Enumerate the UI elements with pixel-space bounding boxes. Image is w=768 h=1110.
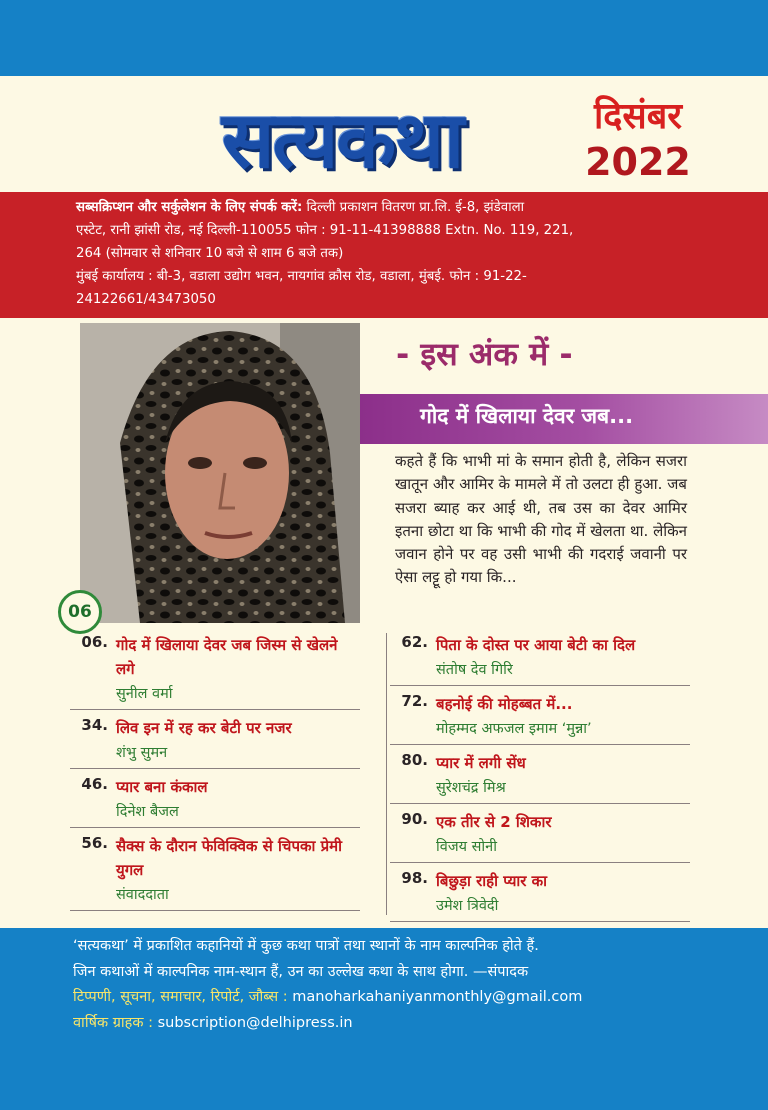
toc-item[interactable] [70, 633, 360, 710]
toc-page-number: 46. [81, 775, 108, 793]
subscription-text: दिल्ली प्रकाशन वितरण प्रा.लि. ई-8, झंडेवाला [302, 200, 525, 215]
feature-page-badge: 06 [58, 590, 102, 634]
in-this-issue-heading: - इस अंक में - [396, 335, 573, 373]
contact-band [0, 192, 768, 318]
disclaimer-line-1: ‘सत्यकथा’ में प्रकाशित कहानियों में कुछ कथा पात्रों तथा स्थानों के नाम काल्पनिक होते हैं. [73, 938, 539, 954]
subscriber-label: वार्षिक ग्राहक : [73, 1014, 153, 1031]
toc-item[interactable] [390, 751, 690, 804]
toc-author: संतोष देव गिरि [436, 662, 513, 678]
contact-line-3: 264 (सोमवार से शनिवार 10 बजे से शाम 6 बजे तक) [76, 246, 344, 261]
top-blue-band [0, 0, 768, 76]
toc-item[interactable] [70, 716, 360, 769]
toc-title: बिछुड़ा राही प्यार का [436, 872, 548, 890]
toc-item[interactable] [70, 775, 360, 828]
toc-author: दिनेश बैजल [116, 804, 179, 820]
toc-page-number: 90. [401, 810, 428, 828]
feedback-email-link[interactable]: manoharkahaniyanmonthly@gmail.com [287, 989, 583, 1005]
feedback-label: टिप्पणी, सूचना, समाचार, रिपोर्ट, जौब्स : [73, 989, 288, 1005]
toc-title: पिता के दोस्त पर आया बेटी का दिल [436, 636, 636, 654]
toc-page-number: 56. [81, 834, 108, 852]
masthead-logo [112, 82, 572, 190]
toc-item[interactable] [70, 834, 360, 911]
column-divider [386, 633, 387, 915]
toc-page-number: 62. [401, 633, 428, 651]
disclaimer-line-2: जिन कथाओं में काल्पनिक नाम-स्थान हैं, उन का उल्लेख कथा के साथ होगा. —संपादक [73, 963, 529, 980]
contact-line-2: एस्टेट, रानी झांसी रोड, नई दिल्ली-110055 फोन : 91-11-41398888 Extn. No. 119, 221, [76, 223, 574, 238]
toc-page-number: 34. [81, 716, 108, 734]
toc-author: उमेश त्रिवेदी [436, 898, 499, 914]
toc-author: सुनील वर्मा [116, 686, 173, 702]
toc-title: एक तीर से 2 शिकार [436, 813, 552, 831]
toc-author: सुरेशचंद्र मिश्र [436, 780, 506, 796]
subscriber-email-link[interactable]: subscription@delhipress.in [152, 1014, 353, 1031]
toc-title: प्यार बना कंकाल [116, 778, 208, 796]
toc-author: विजय सोनी [436, 839, 497, 855]
subscription-label: सब्सक्रिप्शन और सर्कुलेशन के लिए संपर्क करें: [76, 200, 303, 215]
logo-text: सत्यकथा [221, 96, 463, 186]
subscriber-line [73, 1011, 713, 1037]
toc-item[interactable] [390, 810, 690, 863]
contact-line-5: 24122661/43473050 [76, 292, 216, 307]
footer [73, 934, 713, 1036]
contact-text [76, 196, 656, 311]
toc-item[interactable] [390, 869, 690, 922]
feature-title: गोद में खिलाया देवर जब... [420, 404, 634, 428]
toc-title: प्यार में लगी सेंध [436, 754, 526, 772]
toc-page-number: 72. [401, 692, 428, 710]
toc-left-column [70, 633, 360, 917]
toc-author: शंभु सुमन [116, 745, 168, 761]
toc-page-number: 80. [401, 751, 428, 769]
toc-title: लिव इन में रह कर बेटी पर नजर [116, 719, 292, 737]
toc-page-number: 06. [81, 633, 108, 651]
feedback-line [73, 985, 713, 1011]
toc-item[interactable] [390, 633, 690, 686]
feature-photo [80, 323, 360, 623]
issue-month: दिसंबर [593, 96, 683, 137]
toc-right-column [390, 633, 690, 928]
issue-year: 2022 [585, 140, 691, 184]
feature-teaser: कहते हैं कि भाभी मां के समान होती है, लेकिन सजरा खातून और आमिर के मामले में तो उलटा ही हुआ. जब सजरा ब्याह कर आई थी, तब उस का देवर आमिर इतना छोटा था कि भाभी की गोद में खेलता था. लेकिन जवान होने पर वह उसी भाभी की गदराई जवानी पर ऐसा लट्टू हो गया कि... [395, 452, 687, 587]
toc-title: सैक्स के दौरान फेविक्विक से चिपका प्रेमी युगल [116, 837, 342, 879]
contact-line-4: मुंबई कार्यालय : बी-3, वडाला उद्योग भवन, नायगांव क्रौस रोड, वडाला, मुंबई. फोन : 91-22- [76, 269, 527, 284]
toc-author: मोहम्मद अफजल इमाम ‘मुन्ना’ [436, 721, 592, 737]
toc-item[interactable] [390, 692, 690, 745]
toc-author: संवाददाता [116, 887, 169, 903]
toc-page-number: 98. [401, 869, 428, 887]
toc-title: गोद में खिलाया देवर जब जिस्म से खेलने लगे [116, 636, 338, 678]
toc-title: बहनोई की मोहब्बत में... [436, 695, 573, 713]
